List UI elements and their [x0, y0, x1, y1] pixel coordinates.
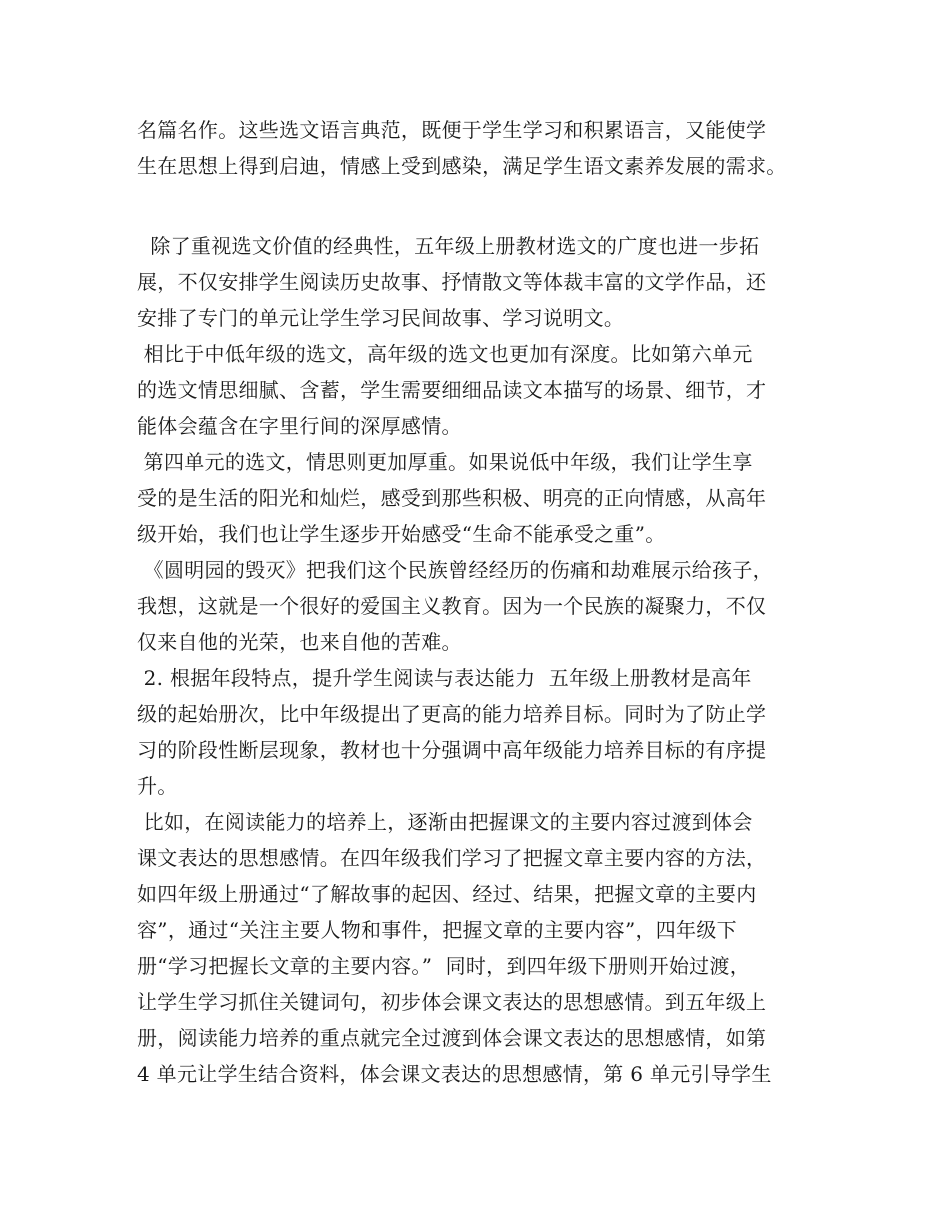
text-line: 仅来自他的光荣，也来自他的苦难。	[137, 630, 462, 654]
text-line: 2. 根据年段特点，提升学生阅读与表达能力 五年级上册教材是高年	[137, 666, 752, 690]
text-line: 能体会蕴含在字里行间的深厚感情。	[137, 414, 462, 438]
text-line: 4 单元让学生结合资料，体会课文表达的思想感情，第 6 单元引导学生	[137, 1062, 772, 1086]
text-line: 课文表达的思想感情。在四年级我们学习了把握文章主要内容的方法，	[137, 846, 767, 870]
text-line: 展，不仅安排学生阅读历史故事、抒情散文等体裁丰富的文学作品，还	[137, 270, 767, 294]
text-line: 容”，通过“关注主要人物和事件，把握文章的主要内容”，四年级下	[137, 918, 737, 942]
text-line: 相比于中低年级的选文，高年级的选文也更加有深度。比如第六单元	[137, 342, 753, 366]
text-line: 比如，在阅读能力的培养上，逐渐由把握课文的主要内容过渡到体会	[137, 810, 753, 834]
text-line: 册“学习把握长文章的主要内容。” 同时，到四年级下册则开始过渡，	[137, 954, 751, 978]
text-line: 让学生学习抓住关键词句，初步体会课文表达的思想感情。到五年级上	[137, 990, 767, 1014]
body-text	[137, 112, 817, 1092]
text-line: 习的阶段性断层现象，教材也十分强调中高年级能力培养目标的有序提	[137, 738, 767, 762]
text-line: 的选文情思细腻、含蓄，学生需要细细品读文本描写的场景、细节，才	[137, 378, 767, 402]
text-line: 如四年级上册通过“了解故事的起因、经过、结果，把握文章的主要内	[137, 882, 757, 906]
text-line: 册，阅读能力培养的重点就完全过渡到体会课文表达的思想感情，如第	[137, 1026, 767, 1050]
text-line: 第四单元的选文，情思则更加厚重。如果说低中年级，我们让学生享	[137, 450, 753, 474]
text-line: 受的是生活的阳光和灿烂，感受到那些积极、明亮的正向情感，从高年	[137, 486, 767, 510]
text-line: 《圆明园的毁灭》把我们这个民族曾经经历的伤痛和劫难展示给孩子，	[137, 558, 773, 582]
text-line: 除了重视选文价值的经典性，五年级上册教材选文的广度也进一步拓	[137, 234, 760, 258]
text-line: 生在思想上得到启迪，情感上受到感染，满足学生语文素养发展的需求。	[137, 154, 787, 178]
text-line: 升。	[137, 774, 178, 798]
text-line: 我想，这就是一个很好的爱国主义教育。因为一个民族的凝聚力，不仅	[137, 594, 767, 618]
text-line	[137, 184, 817, 228]
text-line: 级的起始册次，比中年级提出了更高的能力培养目标。同时为了防止学	[137, 702, 767, 726]
text-line: 级开始，我们也让学生逐步开始感受“生命不能承受之重”。	[137, 522, 666, 546]
text-line: 安排了专门的单元让学生学习民间故事、学习说明文。	[137, 306, 625, 330]
text-line: 名篇名作。这些选文语言典范，既便于学生学习和积累语言，又能使学	[137, 118, 767, 142]
